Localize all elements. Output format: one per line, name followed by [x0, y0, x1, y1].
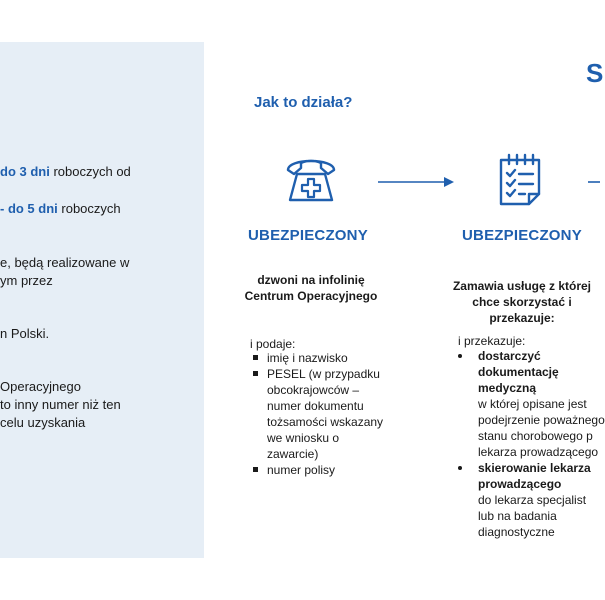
- list-item-desc-line: lekarza prowadzącego: [478, 445, 599, 459]
- list-item-desc-line: do lekarza specjalist: [478, 493, 587, 507]
- list-item: [456, 348, 605, 460]
- step1-action-line-1: dzwoni na infolinię: [257, 273, 365, 287]
- step2-action-line-2: chce skorzystać i: [472, 295, 572, 309]
- section-title: Jak to działa?: [254, 94, 353, 111]
- right-arrow-icon-partial: [588, 176, 600, 188]
- left-text-line-8: celu uzyskania: [0, 415, 86, 430]
- step1-insured-label: UBEZPIECZONY: [248, 227, 368, 244]
- list-item-desc-line: w której opisane jest: [478, 397, 587, 411]
- list-item-title-line: dostarczyć: [478, 349, 541, 363]
- left-info-panel: [0, 42, 204, 558]
- left-text-line-1: do 3 dni roboczych od: [0, 164, 131, 179]
- corner-heading-letter: S: [586, 58, 604, 88]
- list-item-title-line: prowadzącego: [478, 477, 562, 491]
- phone-medical-icon: [283, 150, 339, 206]
- list-item: PESEL (w przypadku obcokrajowców – numer dokumentu tożsamości wskazany we wniosku o zawarcie): [251, 366, 386, 462]
- left-text-line-2: - do 5 dni roboczych: [0, 201, 121, 216]
- list-item-title-line: dokumentację: [478, 365, 559, 379]
- list-item-title-line: skierowanie lekarza: [478, 461, 591, 475]
- list-item: imię i nazwisko: [251, 350, 386, 366]
- right-arrow-icon: [378, 176, 456, 188]
- step1-action-line-2: Centrum Operacyjnego: [244, 289, 378, 303]
- list-item-desc-line: diagnostyczne: [478, 525, 555, 539]
- clipboard-checklist-icon: [495, 152, 549, 208]
- step2-action: [442, 278, 602, 326]
- left-text-line-4: ym przez: [0, 273, 53, 288]
- list-item-title-line: medyczną: [478, 381, 537, 395]
- step1-intro: i podaje:: [250, 337, 296, 351]
- list-item: [456, 460, 600, 540]
- list-item: numer polisy: [251, 462, 386, 478]
- left-text-line-7: to inny numer niż ten: [0, 397, 121, 412]
- left-text-line-6: Operacyjnego: [0, 379, 81, 394]
- step1-action: [228, 272, 394, 304]
- step2-insured-label: UBEZPIECZONY: [462, 227, 582, 244]
- step1-list: [251, 350, 386, 478]
- step2-action-line-3: przekazuje:: [489, 311, 555, 325]
- list-item-desc-line: podejrzenie poważnego: [478, 413, 605, 427]
- step2-list: [456, 348, 605, 540]
- step2-action-line-1: Zamawia usługę z której: [452, 279, 592, 293]
- list-item-desc-line: stanu chorobowego p: [478, 429, 593, 443]
- left-text-line-3: e, będą realizowane w: [0, 255, 130, 270]
- list-item-desc-line: lub na badania: [478, 509, 557, 523]
- step2-intro: i przekazuje:: [458, 334, 526, 348]
- left-text-line-5: n Polski.: [0, 326, 50, 341]
